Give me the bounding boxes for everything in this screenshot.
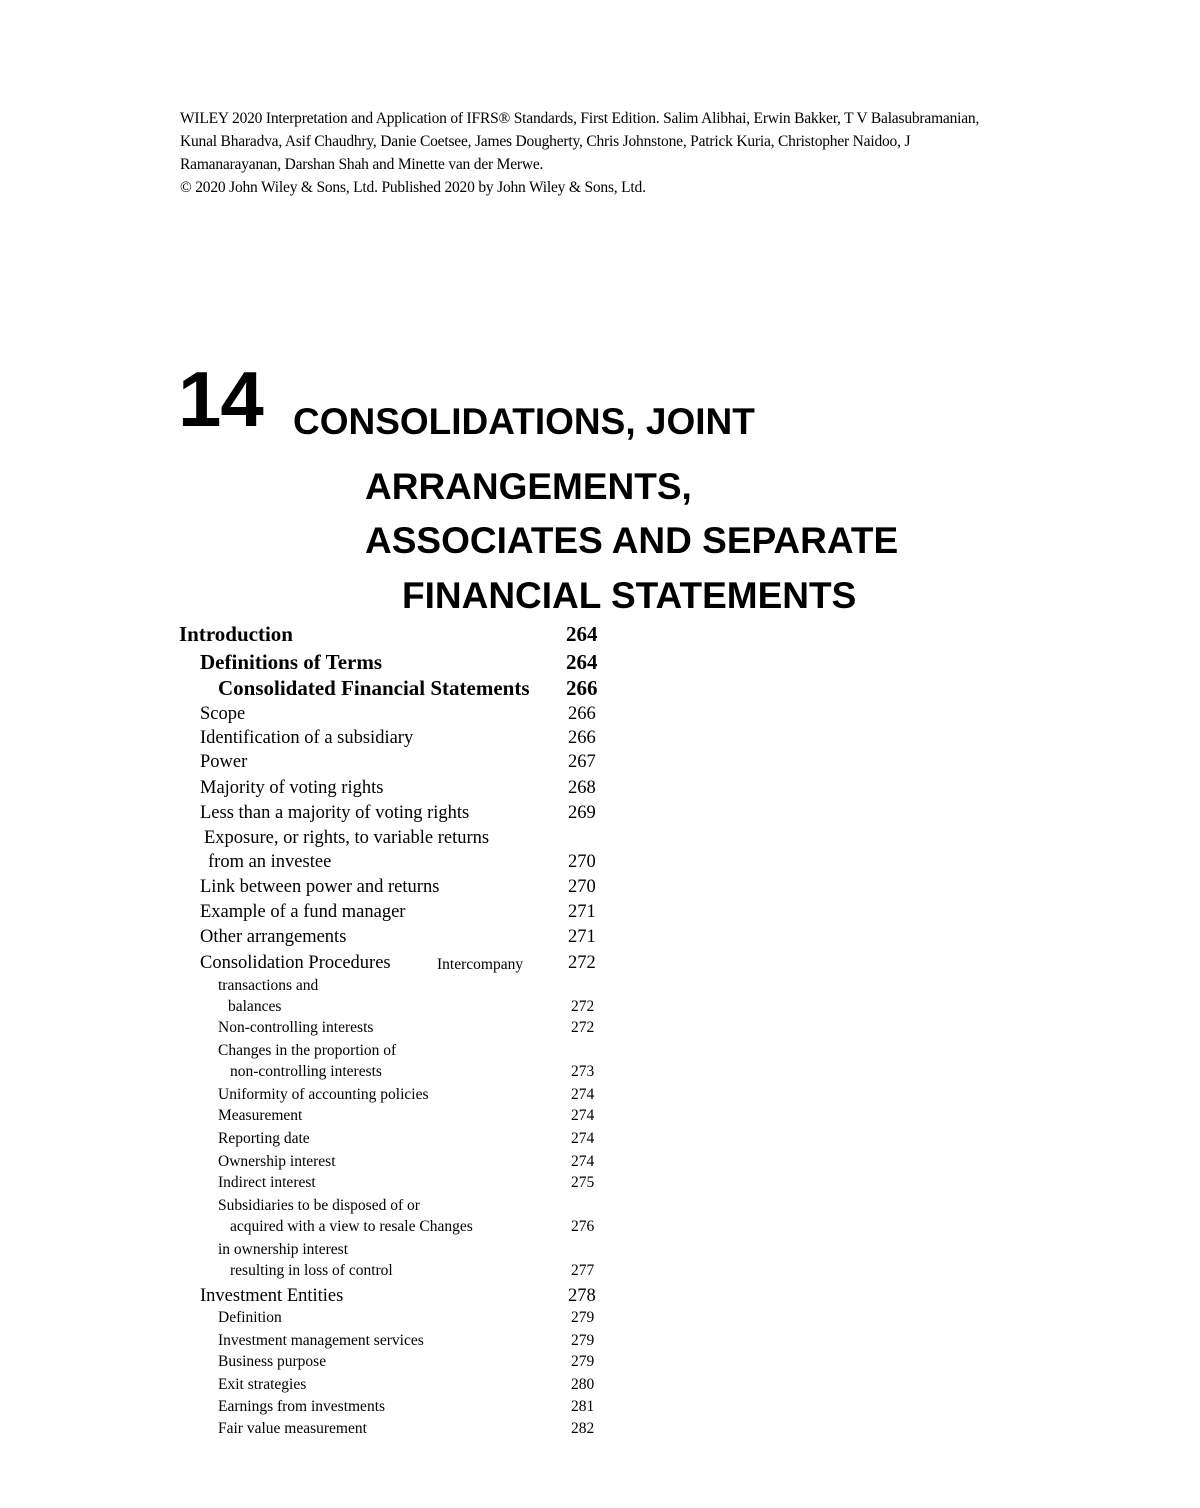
toc-entry-title: from an investee bbox=[208, 852, 332, 872]
toc-entry-page: 272 bbox=[571, 1019, 595, 1036]
toc-entry-title: acquired with a view to resale Changes bbox=[230, 1218, 473, 1235]
toc-entry-page: 274 bbox=[571, 1153, 595, 1170]
copyright-line: © 2020 John Wiley & Sons, Ltd. Published 2020 by John Wiley & Sons, Ltd. bbox=[180, 179, 646, 196]
chapter-title-line: ASSOCIATES AND SEPARATE bbox=[365, 520, 899, 561]
toc-entry-page: 280 bbox=[571, 1376, 595, 1393]
toc-entry-title: Consolidation Procedures bbox=[200, 953, 391, 973]
citation-line: Kunal Bharadva, Asif Chaudhry, Danie Coetsee, James Dougherty, Chris Johnstone, Patrick Kuria, Christopher Naidoo, J bbox=[180, 133, 911, 150]
toc-entry-title: Consolidated Financial Statements bbox=[218, 676, 530, 700]
toc-entry-page: 264 bbox=[566, 622, 598, 646]
toc-entry-title: non-controlling interests bbox=[230, 1063, 382, 1080]
toc-entry-page: 267 bbox=[568, 752, 596, 772]
toc-entry-title: in ownership interest bbox=[218, 1241, 349, 1258]
toc-entry-page: 276 bbox=[571, 1218, 595, 1235]
toc-entry-title: Earnings from investments bbox=[218, 1398, 386, 1415]
toc-entry-title: Scope bbox=[200, 704, 246, 724]
toc-entry-title: Business purpose bbox=[218, 1353, 327, 1370]
chapter-title-line: ARRANGEMENTS, bbox=[365, 466, 692, 507]
toc-entry-page: 282 bbox=[571, 1420, 595, 1437]
toc-entry-page: 274 bbox=[571, 1086, 595, 1103]
toc-entry-page: 266 bbox=[566, 676, 598, 700]
toc-entry-title: Introduction bbox=[179, 622, 293, 646]
toc-entry-title: Power bbox=[200, 752, 248, 772]
citation-line: WILEY 2020 Interpretation and Application of IFRS® Standards, First Edition. Salim Alibhai, Erwin Bakker, T V Balasubramanian, bbox=[180, 110, 980, 127]
toc-entry-page: 273 bbox=[571, 1063, 595, 1080]
toc-entry-title: Other arrangements bbox=[200, 927, 347, 947]
toc-entry-title: Investment Entities bbox=[200, 1286, 344, 1306]
toc-entry-title-continuation: Intercompany bbox=[437, 956, 524, 973]
toc-entry-title: Exposure, or rights, to variable returns bbox=[204, 828, 490, 848]
toc-entry-title: Subsidiaries to be disposed of or bbox=[218, 1197, 420, 1214]
toc-entry-title: transactions and bbox=[218, 977, 319, 994]
toc-entry-title: Example of a fund manager bbox=[200, 902, 406, 922]
toc-entry-title: Changes in the proportion of bbox=[218, 1042, 397, 1059]
toc-entry-page: 275 bbox=[571, 1174, 595, 1191]
toc-entry-page: 272 bbox=[571, 998, 595, 1015]
toc-entry-page: 274 bbox=[571, 1130, 595, 1147]
toc-entry-title: Less than a majority of voting rights bbox=[200, 803, 470, 823]
toc-entry-page: 264 bbox=[566, 650, 598, 674]
toc-entry-page: 279 bbox=[571, 1309, 595, 1326]
toc-entry-title: Identification of a subsidiary bbox=[200, 728, 414, 748]
toc-entry-title: Measurement bbox=[218, 1107, 303, 1124]
toc-entry-page: 272 bbox=[568, 953, 596, 973]
toc-entry-title: Definition bbox=[218, 1309, 282, 1326]
toc-entry-page: 281 bbox=[571, 1398, 595, 1415]
chapter-title-line: CONSOLIDATIONS, JOINT bbox=[293, 401, 755, 442]
toc-entry-page: 270 bbox=[568, 852, 596, 872]
toc-entry-title: resulting in loss of control bbox=[230, 1262, 393, 1279]
toc-entry-title: Fair value measurement bbox=[218, 1420, 367, 1437]
toc-entry-page: 277 bbox=[571, 1262, 595, 1279]
toc-entry-title: Indirect interest bbox=[218, 1174, 316, 1191]
toc-entry-title: Link between power and returns bbox=[200, 877, 440, 897]
toc-entry-page: 268 bbox=[568, 778, 596, 798]
toc-entry-title: Uniformity of accounting policies bbox=[218, 1086, 429, 1103]
toc-entry-page: 266 bbox=[568, 728, 596, 748]
toc-entry-page: 269 bbox=[568, 803, 596, 823]
toc-entry-title: balances bbox=[228, 998, 282, 1015]
toc-entry-page: 271 bbox=[568, 902, 596, 922]
chapter-title-line: FINANCIAL STATEMENTS bbox=[402, 575, 857, 616]
toc-entry-page: 271 bbox=[568, 927, 596, 947]
toc-entry-title: Definitions of Terms bbox=[200, 650, 383, 674]
chapter-number: 14 bbox=[178, 355, 263, 443]
citation-line: Ramanarayanan, Darshan Shah and Minette van der Merwe. bbox=[180, 156, 544, 173]
toc-entry-title: Investment management services bbox=[218, 1332, 424, 1349]
toc-entry-title: Exit strategies bbox=[218, 1376, 307, 1393]
toc-entry-page: 278 bbox=[568, 1286, 596, 1306]
toc-entry-page: 270 bbox=[568, 877, 596, 897]
toc-entry-title: Ownership interest bbox=[218, 1153, 336, 1170]
toc-entry-page: 279 bbox=[571, 1332, 595, 1349]
toc-entry-title: Reporting date bbox=[218, 1130, 310, 1147]
toc-entry-title: Non-controlling interests bbox=[218, 1019, 374, 1036]
toc-entry-title: Majority of voting rights bbox=[200, 778, 384, 798]
toc-entry-page: 274 bbox=[571, 1107, 595, 1124]
toc-entry-page: 279 bbox=[571, 1353, 595, 1370]
toc-entry-page: 266 bbox=[568, 704, 596, 724]
